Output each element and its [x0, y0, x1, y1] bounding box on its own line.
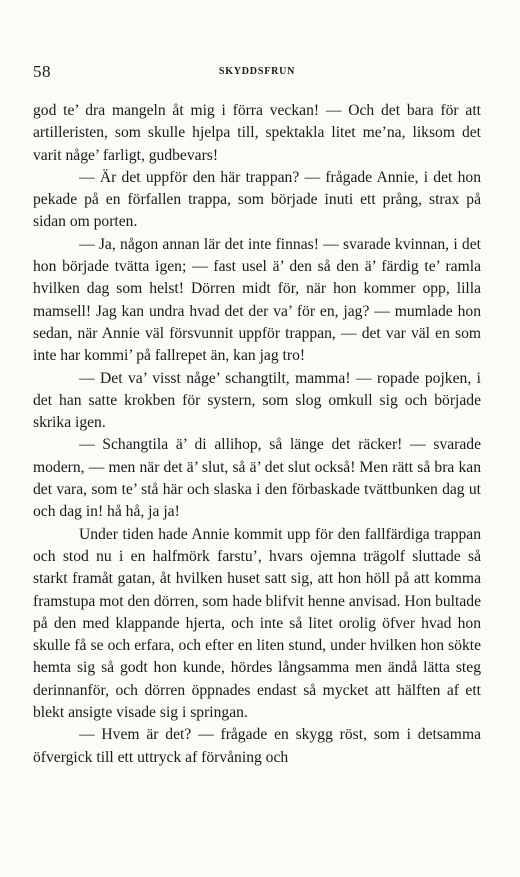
paragraph: — Är det uppför den här trappan? — frågade Annie, i det hon pekade på en förfallen trappa, som började inuti ett prång, strax på sidan om porten. [33, 168, 481, 231]
paragraph: — Det va’ visst någe’ schangtilt, mamma! — ropade pojken, i det han satte krokben för systern, som slog omkull sig och började skrika igen. [33, 369, 481, 432]
running-head: SKYDDSFRUN [218, 66, 296, 77]
book-page [33, 62, 481, 769]
paragraph: — Schangtila ä’ di allihop, så länge det räcker! — svarade modern, — men när det ä’ slut, så ä’ det slut också! Men rätt så bra kan det vara, som te’ stå här och slaska i den förbaskade tvättbunken dag ut och dag in! hå hå, ja ja! [33, 436, 481, 521]
body-text [33, 100, 481, 769]
paragraph: — Hvem är det? — frågade en skygg röst, som i detsamma öfvergick till ett uttryck af förvåning och [33, 726, 481, 766]
paragraph: — Ja, någon annan lär det inte finnas! — svarade kvinnan, i det hon började tvätta igen; — fast usel ä’ den så den ä’ färdig te’ ramla hvilken dag som helst! Dörren midt för, när hon kommer opp, lilla mamsell! Jag kan undra hvad det der va’ för en, jag? — mumlade hon sedan, när Annie väl försvunnit uppför trappan, — det var väl en som inte har kommi’ på fallrepet än, kan jag tro! [33, 235, 481, 365]
page-number: 58 [33, 62, 51, 81]
paragraph: Under tiden hade Annie kommit upp för den fallfärdiga trappan och stod nu i en halfmörk farstu’, hvars ojemna trägolf sluttade så starkt framåt gatan, åt hvilken huset satt sig, att hon höll på att komma framstupa mot den dörren, som hade blifvit henne anvisad. Hon bultade på den med klappande hjerta, och inte så litet orolig öfver hvad hon skulle få se och erfara, och efter en liten stund, under hvilken hon sökte hemta sig så godt hon kunde, hördes långsamma men ändå lätta steg derinnanför, och dörren öppnades endast så mycket att hälften af ett blekt ansigte visade sig i springan. [33, 525, 481, 722]
page-header [33, 62, 481, 86]
paragraph: god te’ dra mangeln åt mig i förra veckan! — Och det bara för att artilleristen, som skulle hjelpa till, spektakla litet me’na, liksom det varit någe’ farligt, gudbevars! [33, 102, 481, 164]
